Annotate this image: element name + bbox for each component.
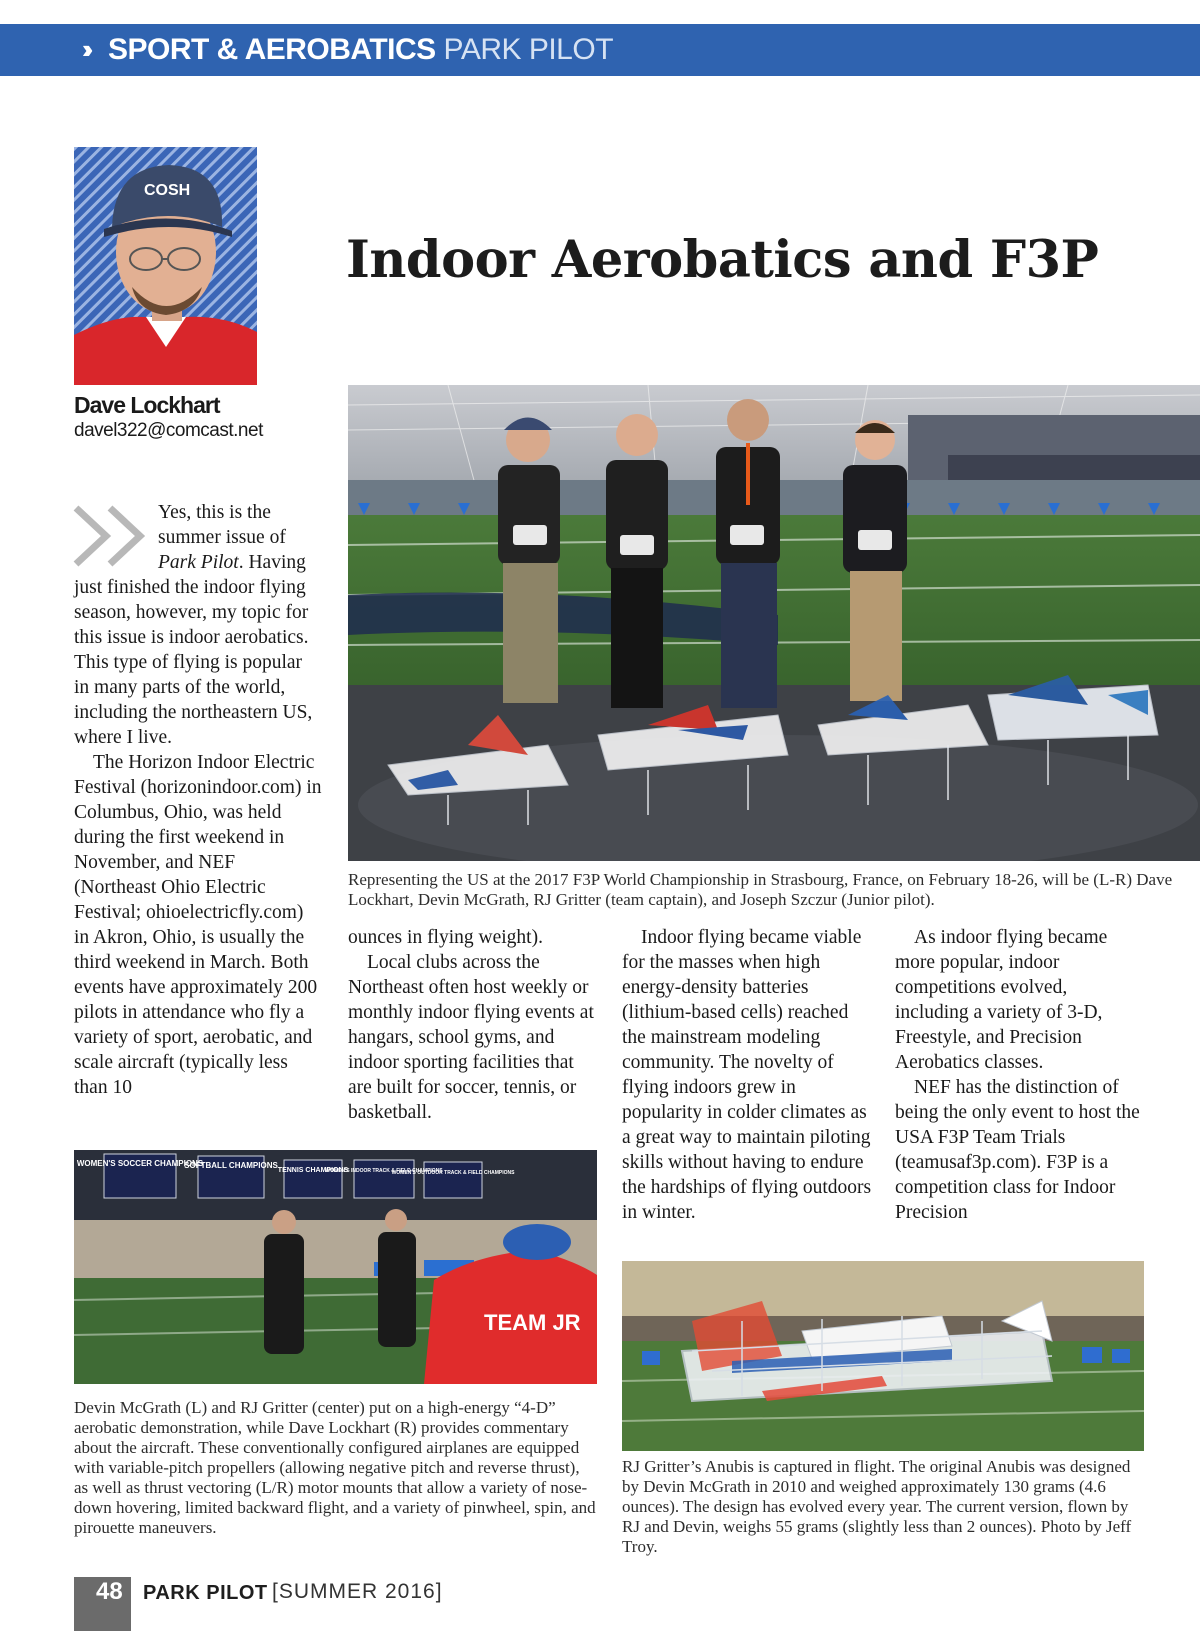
author-name: Dave Lockhart	[74, 392, 220, 418]
intro-text-rest: . Having just finished the indoor flying season, however, my topic for this issue is indoor aerobatics. This type of flying is popular in many parts of the world, including the northeastern US, where I live.	[74, 552, 313, 748]
col-b-paragraph-2: Local clubs across the Northeast often host weekly or monthly indoor flying events at hangars, school gyms, and indoor sporting facilities that are built for soccer, tennis, or basketball.	[348, 952, 594, 1123]
banner-text-5: WOMEN'S OUTDOOR TRACK & FIELD CHAMPIONS	[391, 1170, 515, 1176]
banner-text-4: WOMEN'S INDOOR TRACK & FIELD CHAMPIONS	[325, 1168, 443, 1174]
svg-text:COSH: COSH	[144, 182, 191, 199]
col-d-paragraph-1: As indoor flying became more popular, indoor competitions evolved, including a variety of 3-D, Freestyle, and Precision Aerobatics classes.	[895, 927, 1108, 1073]
team-photo-caption: Representing the US at the 2017 F3P World Championship in Strasbourg, France, on February 18-26, will be (L-R) Dave Lockhart, Devin McGrath, RJ Gritter (team captain), and Joseph Szczur (Junior pilot).	[348, 870, 1173, 909]
col-d-paragraph-2: NEF has the distinction of being the only event to host the USA F3P Team Trials (teamusaf3p.com). F3P is a competition class for Indoor Precision	[895, 1077, 1140, 1223]
demo-photo	[74, 1150, 597, 1384]
anubis-photo	[622, 1261, 1144, 1451]
author-email: davel322@comcast.net	[74, 420, 263, 441]
team-photo-image	[348, 385, 1200, 861]
anubis-photo-image	[622, 1261, 1144, 1451]
banner-text-2: SOFTBALL CHAMPIONS	[184, 1161, 278, 1170]
article-title: Indoor Aerobatics and F3P	[346, 230, 1099, 290]
article-column-b	[348, 925, 598, 1125]
anubis-photo-caption: RJ Gritter’s Anubis is captured in flight. The original Anubis was designed by Devin McGrath in 2010 and weighed approximately 130 grams (4.6 ounces). The design has evolved every year. The current version, flown by RJ and Devin, weighs 55 grams (slightly less than 2 ounces). Photo by Jeff Troy.	[622, 1457, 1132, 1556]
article-column-intro	[74, 500, 322, 1100]
section-header-bar	[0, 24, 1200, 76]
banner-text-1: WOMEN'S SOCCER CHAMPIONS	[76, 1159, 204, 1168]
col-b-paragraph-1: ounces in flying weight).	[348, 927, 543, 948]
shirt-logo-text: TEAM JR	[484, 1310, 581, 1335]
footer-issue: [SUMMER 2016]	[272, 1580, 443, 1603]
author-portrait-image	[74, 147, 257, 385]
intro-paragraph-2: The Horizon Indoor Electric Festival (horizonindoor.com) in Columbus, Ohio, was held during the first weekend in November, and NEF (Northeast Ohio Electric Festival; ohioelectricfly.com) in Akron, Ohio, is usually the third weekend in March. Both events have approximately 200 pilots in attendance who fly a variety of sport, aerobatic, and scale aircraft (typically less than 10	[74, 752, 322, 1098]
team-photo	[348, 385, 1200, 861]
section-title	[108, 33, 613, 67]
intro-paragraph	[74, 500, 322, 750]
chevron-drop-icon	[72, 502, 158, 570]
intro-text-lead: Yes, this is the summer issue of	[158, 502, 286, 548]
double-chevron-icon: ››	[82, 34, 88, 64]
section-title-secondary: PARK PILOT	[443, 33, 614, 66]
demo-photo-image	[74, 1150, 597, 1384]
footer-magazine-name: PARK PILOT	[143, 1582, 268, 1604]
section-title-primary: SPORT & AEROBATICS	[108, 33, 436, 66]
col-c-paragraph-1: Indoor flying became viable for the masses when high energy-density batteries (lithium-based cells) reached the mainstream modeling community. The novelty of flying indoors grew in popularity in colder climates as a great way to maintain piloting skills without having to endure the hardships of flying outdoors in winter.	[622, 927, 872, 1223]
page-number: 48	[96, 1578, 123, 1605]
magazine-name-italic: Park Pilot	[158, 552, 239, 573]
author-portrait	[74, 147, 257, 385]
demo-photo-caption: Devin McGrath (L) and RJ Gritter (center) put on a high-energy “4-D” aerobatic demonstration, while Dave Lockhart (R) provides commentary about the aircraft. These conventionally configured airplanes are equipped with variable-pitch propellers (allowing negative pitch and reverse thrust), as well as thrust vectoring (L/R) motor mounts that allow a variety of nose-down hovering, limited backward flight, and a variety of pinwheel, spin, and pirouette maneuvers.	[74, 1398, 596, 1537]
article-column-d	[895, 925, 1145, 1225]
article-column-c	[622, 925, 872, 1225]
banner-text-3: TENNIS CHAMPIONS	[277, 1167, 349, 1174]
